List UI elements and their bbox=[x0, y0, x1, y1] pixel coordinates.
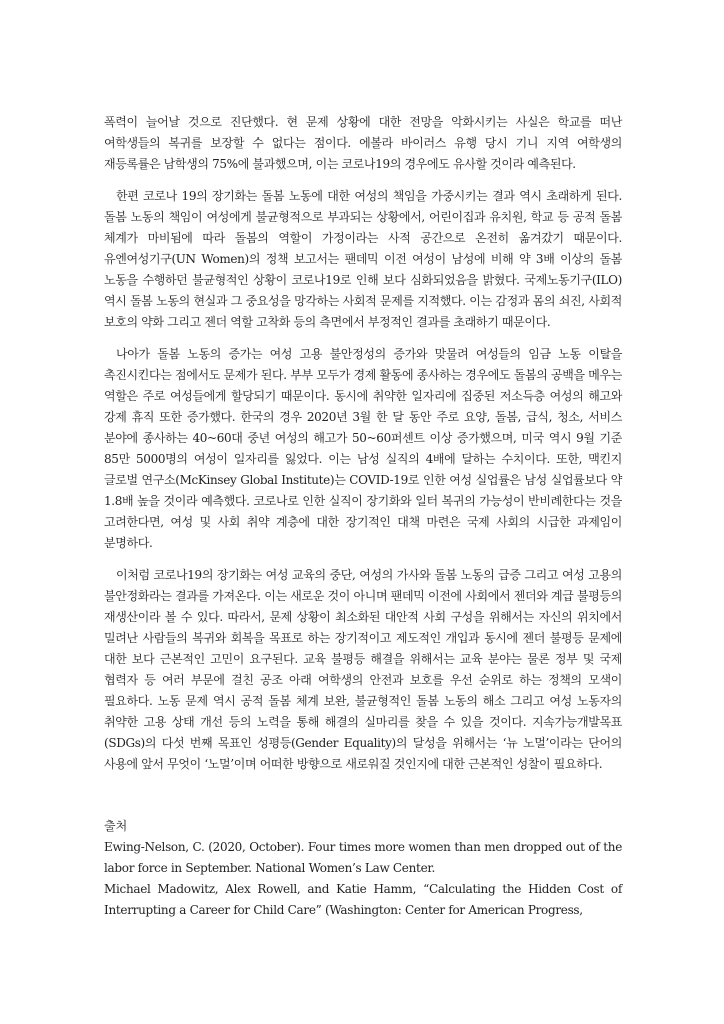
article-body bbox=[104, 112, 622, 786]
paragraph-2: 한편 코로나 19의 장기화는 돌봄 노동에 대한 여성의 책임을 가중시키는 결과 역시 초래하게 된다. 돌봄 노동의 책임이 여성에게 불균형적으로 부과되는 상황에서, 어린이집과 유치원, 학교 등 공적 돌봄 체계가 마비됨에 따라 돌봄의 역할이 가정이라는 사적 공간으로 온전히 옮겨갔기 때문이다. 유엔여성기구(UN Women)의 정책 보고서는 팬데믹 이전 여성이 남성에 비해 약 3배 이상의 돌봄 노동을 수행하던 불균형적인 상황이 코로나19로 인해 보다 심화되었음을 밝혔다. 국제노동기구(ILO) 역시 돌봄 노동의 현실과 그 중요성을 망각하는 사회적 문제를 지적했다. 이는 감정과 몸의 쇠진, 사회적 보호의 약화 그리고 젠더 역할 고착화 등의 측면에서 부정적인 결과를 초래하기 때문이다. bbox=[104, 189, 622, 329]
paragraph-1: 폭력이 늘어날 것으로 진단했다. 현 문제 상황에 대한 전망을 악화시키는 사실은 학교를 떠난 여학생들의 복귀를 보장할 수 없다는 점이다. 에볼라 바이러스 유행 당시 기니 지역 여학생의 재등록률은 남학생의 75%에 불과했으며, 이는 코로나19의 경우에도 유사할 것이라 예측된다. bbox=[104, 115, 622, 171]
sources-title: 출처 bbox=[104, 819, 128, 833]
source-item-2: Michael Madowitz, Alex Rowell, and Katie Hamm, “Calculating the Hidden Cost of Interrupting a Career for Child Care” (Washington: Center for American Progress, bbox=[104, 882, 622, 917]
paragraph-4: 이처럼 코로나19의 장기화는 여성 교육의 중단, 여성의 가사와 돌봄 노동의 급증 그리고 여성 고용의 불안정화라는 결과를 가져온다. 이는 새로운 것이 아니며 팬데믹 이전에 사회에서 젠더와 계급 불평등의 재생산이라 볼 수 있다. 따라서, 문제 상황이 최소화된 대안적 사회 구성을 위해서는 자신의 위치에서 밀려난 사람들의 복귀와 회복을 목표로 하는 장기적이고 제도적인 개입과 동시에 젠더 불평등 문제에 대한 보다 근본적인 고민이 요구된다. 교육 불평등 해결을 위해서는 교육 분야는 물론 정부 및 국제 협력자 등 여러 부문에 걸친 공조 아래 여학생의 안전과 보호를 우선 순위로 하는 정책의 모색이 필요하다. 노동 문제 역시 공적 돌봄 체계 보완, 불균형적인 돌봄 노동의 해소 그리고 여성 노동자의 취약한 고용 상태 개선 등의 노력을 통해 해결의 실마리를 찾을 수 있을 것이다. 지속가능개발목표(SDGs)의 다섯 번째 목표인 성평등(Gender Equality)의 달성을 위해서는 ‘뉴 노멀’이라는 단어의 사용에 앞서 무엇이 ‘노멀’이며 어떠한 방향으로 새로워질 것인지에 대한 근본적인 성찰이 필요하다. bbox=[104, 568, 622, 771]
source-item-1: Ewing-Nelson, C. (2020, October). Four times more women than men dropped out of the labor force in September. National Women’s Law Center. bbox=[104, 840, 622, 875]
paragraph-3: 나아가 돌봄 노동의 증가는 여성 고용 불안정성의 증가와 맞물려 여성들의 임금 노동 이탈을 촉진시킨다는 점에서도 문제가 된다. 부부 모두가 경제 활동에 종사하는 경우에도 돌봄의 공백을 메우는 역할은 주로 여성들에게 할당되기 때문이다. 동시에 취약한 일자리에 집중된 저소득층 여성의 해고와 강제 휴직 또한 증가했다. 한국의 경우 2020년 3월 한 달 동안 주로 요양, 돌봄, 급식, 청소, 서비스 분야에 종사하는 40~60대 중년 여성의 해고가 50~60퍼센트 이상 증가했으며, 미국 역시 9월 기준 85만 5000명의 여성이 일자리를 잃었다. 이는 남성 실직의 4배에 달하는 수치이다. 또한, 맥킨지 글로벌 연구소(McKinsey Global Institute)는 COVID-19로 인한 여성 실업률은 남성 실업률보다 약 1.8배 높을 것이라 예측했다. 코로나로 인한 실직이 장기화와 일터 복귀의 가능성이 반비례한다는 것을 고려한다면, 여성 및 사회 취약 계층에 대한 장기적인 대책 마련은 국제 사회의 시급한 과제임이 분명하다. bbox=[104, 347, 622, 550]
sources-section bbox=[104, 816, 622, 921]
